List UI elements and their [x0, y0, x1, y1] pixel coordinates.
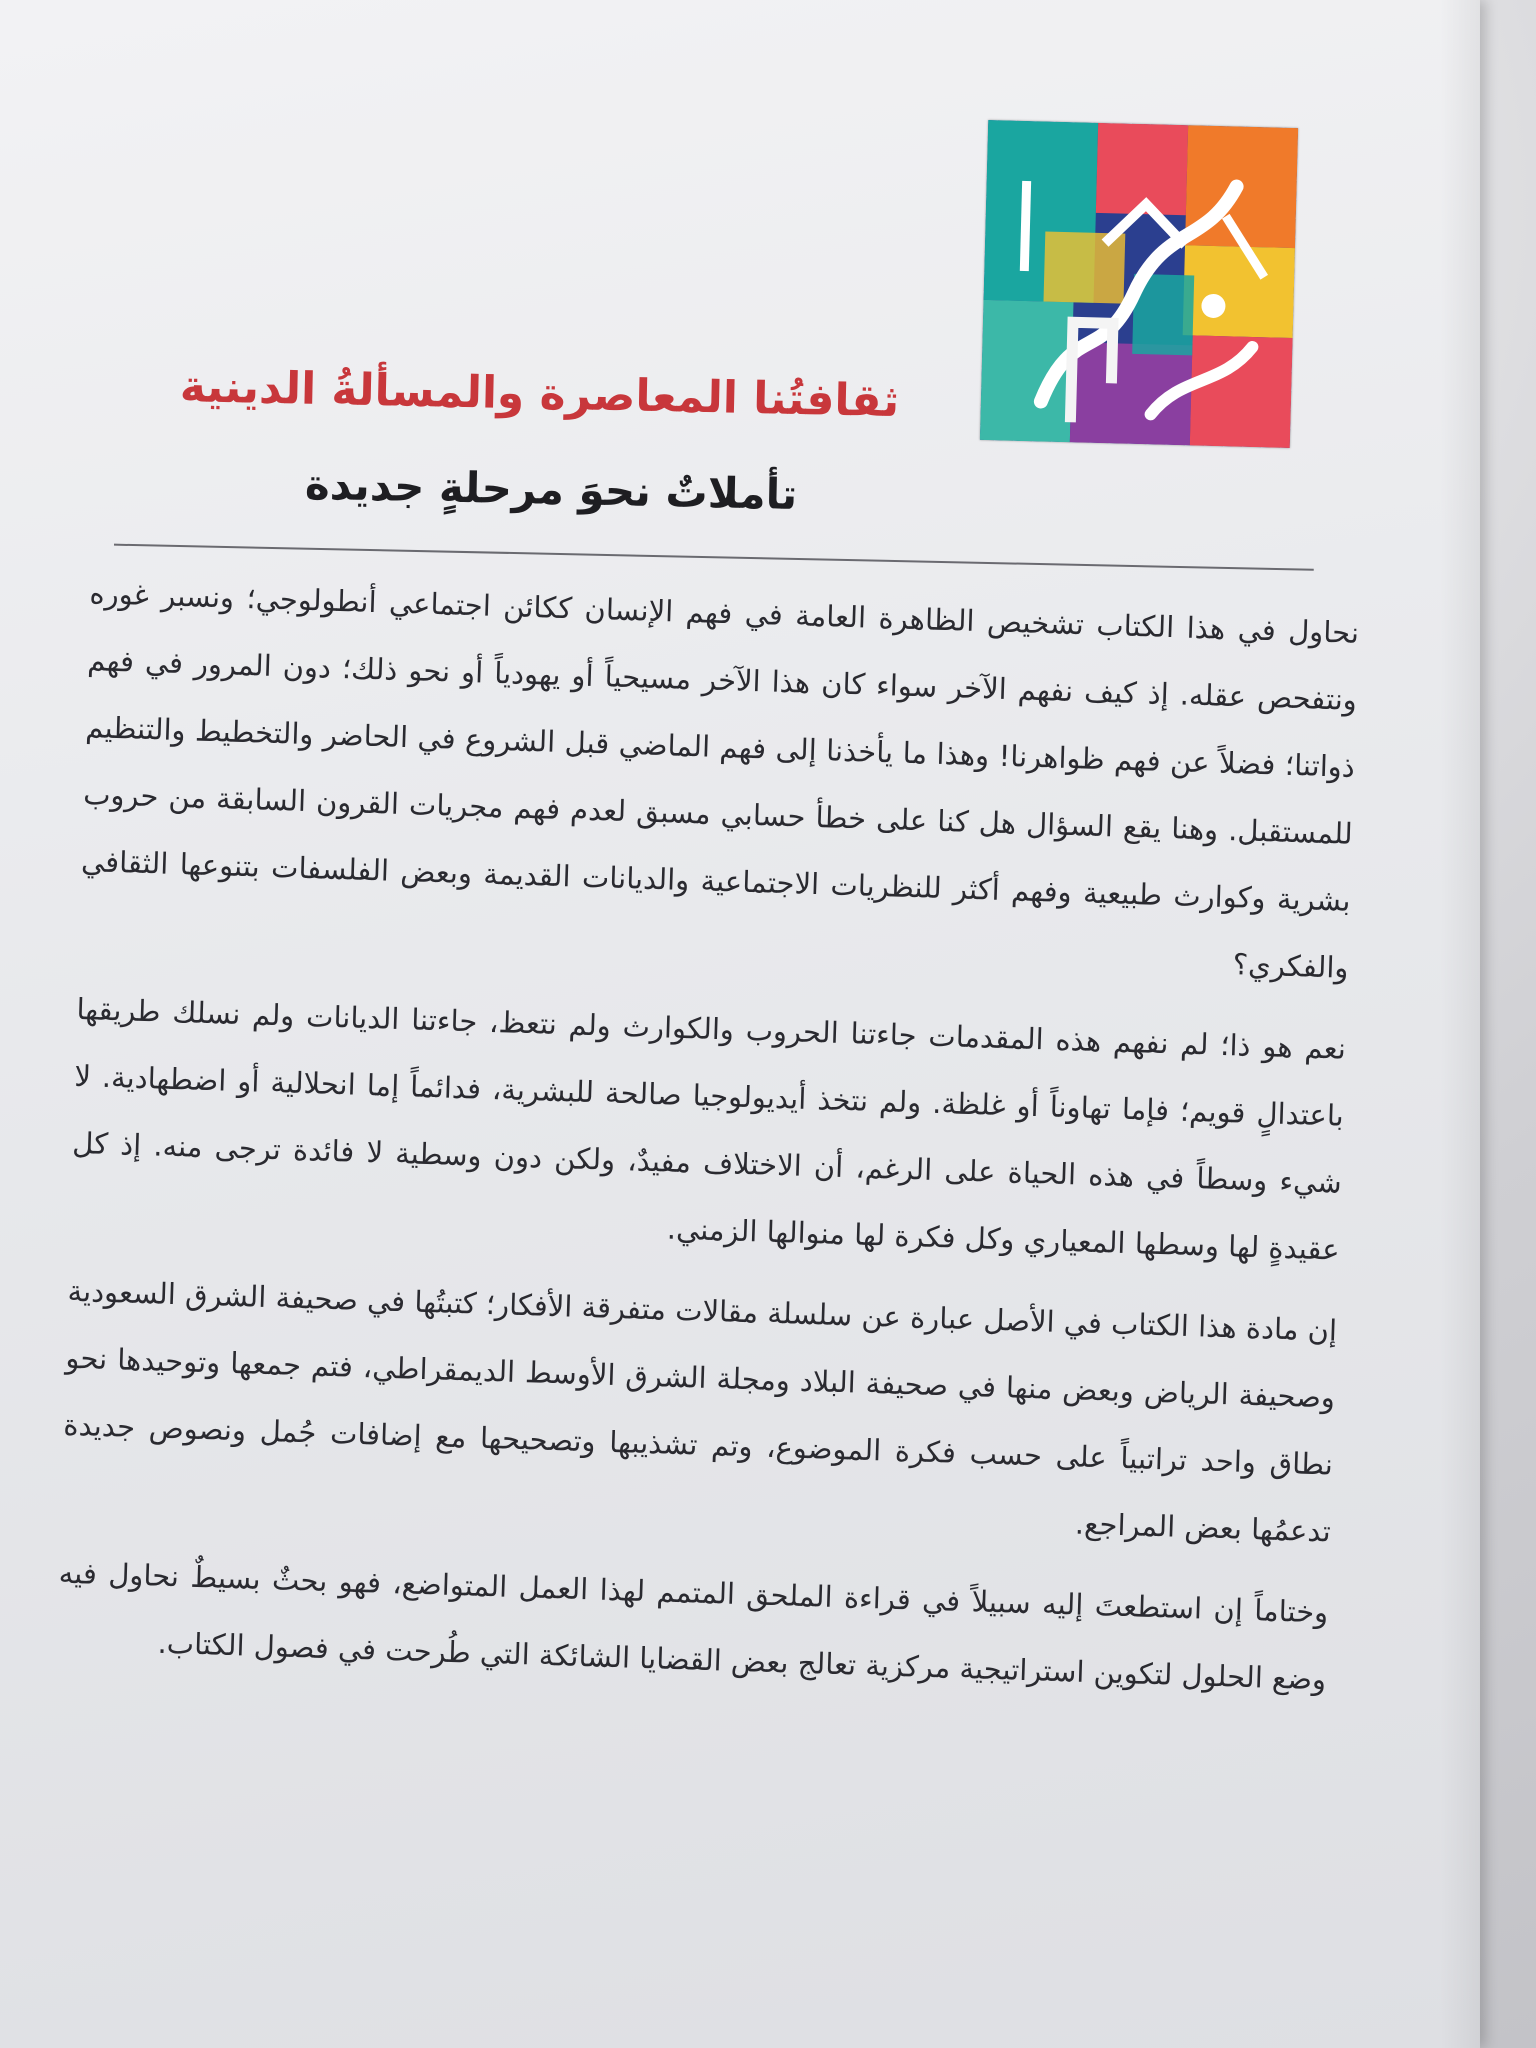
calligraphy-artwork-icon — [980, 120, 1298, 448]
paragraph-4: وختاماً إن استطعتَ إليه سبيلاً في قراءة الملحق المتمم لهذا العمل المتواضع، فهو بحثٌ بسيطٌ نحاول فيه وضع الحلول لتكوين استراتيجية مركزية تعالج بعض القضايا الشائكة التي طُرحت في فصول الكتاب. — [58, 1555, 1329, 1697]
book-subtitle: تأملاتٌ نحوَ مرحلةٍ جديدة — [304, 459, 798, 519]
paragraph-3: إن مادة هذا الكتاب في الأصل عبارة عن سلسلة مقالات متفرقة الأفكار؛ كتبتُها في صحيفة الشرق السعودية وصحيفة الرياض وبعض منها في صحيفة البلاد ومجلة الشرق الأوسط الديمقراطي، فتم جمعها وتوحيدها نحو نطاق واحد تراتبياً على حسب فكرة الموضوع، وتم تشذيبها وتصحيحها مع إضافات جُمل ونصوص جديدة تدعمُها بعض المراجع. — [62, 1273, 1338, 1549]
page-edge-shadow — [1440, 0, 1480, 2048]
artwork-svg — [980, 120, 1298, 448]
book-title: ثقافتُنا المعاصرة والمسألةُ الدينية — [179, 361, 900, 428]
paragraph-1: نحاول في هذا الكتاب تشخيص الظاهرة العامة في فهم الإنسان ككائن اجتماعي أنطولوجي؛ ونسبر غوره ونتفحص عقله. إذ كيف نفهم الآخر سواء كان هذا الآخر مسيحياً أو يهودياً أو نحو ذلك؛ دون المرور في فهم ذواتنا؛ فضلاً عن فهم ظواهرنا! وهذا ما يأخذنا إلى فهم الماضي قبل الشروع في الحاضر والتخطيط والتنظيم للمستقبل. وهنا يقع السؤال هل كنا على خطأ حسابي مسبق لعدم فهم مجريات القرون السابقة من حروب بشرية وكوارث طبيعية وفهم أكثر للنظريات الاجتماعية والديانات القديمة وبعض الفلسفات بتنوعها الثقافي والفكري؟ — [80, 576, 1360, 985]
paragraph-2: نعم هو ذا؛ لم نفهم هذه المقدمات جاءتنا الحروب والكوارث ولم نتعظ، جاءتنا الديانات ولم نسلك طريقها باعتدالٍ قويم؛ فإما تهاوناً أو غلظة. ولم نتخذ أيديولوجيا صالحة للبشرية، فدائماً إما انحلالية أو اضطهادية. لا شيء وسطاً في هذه الحياة على الرغم، أن الاختلاف مفيدٌ، ولكن دون وسطية لا فائدة ترجى منه. إذ كل عقيدةٍ لها وسطها المعياري وكل فكرة لها منوالها الزمني. — [71, 991, 1347, 1267]
blurb-text — [55, 560, 1360, 1727]
